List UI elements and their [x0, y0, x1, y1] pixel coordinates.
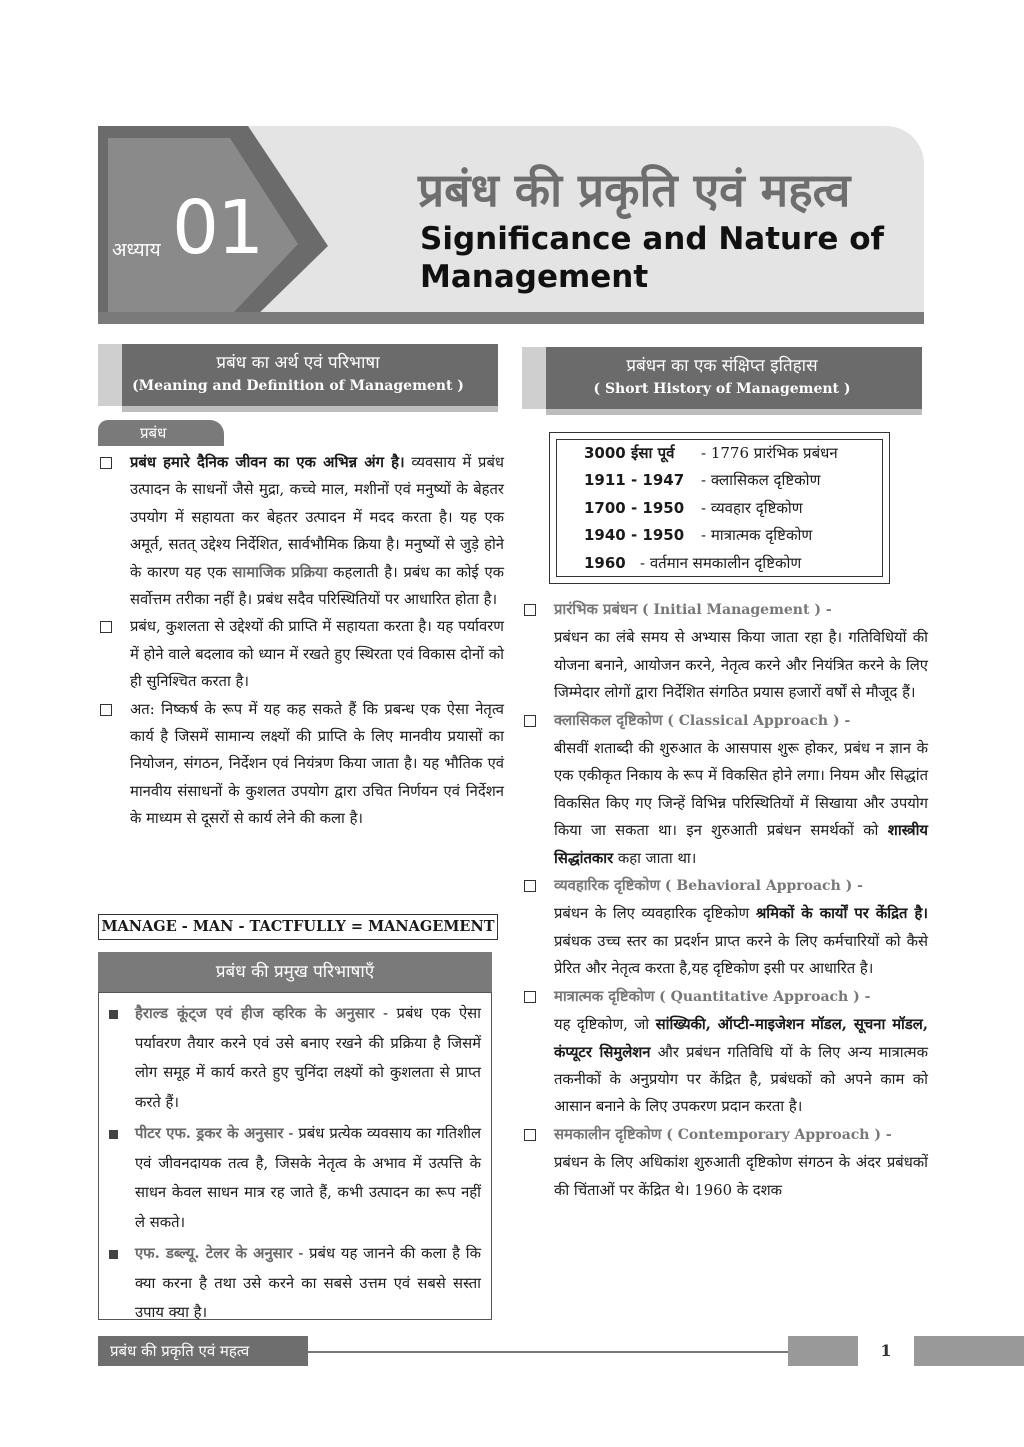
highlight-term: सामाजिक प्रक्रिया	[232, 563, 328, 581]
checkbox-bullet-icon	[524, 604, 536, 616]
approach-text	[554, 1011, 928, 1121]
approach-item	[524, 596, 928, 707]
checkbox-bullet-icon	[100, 621, 112, 633]
approach-title-english: ( Behavioral Approach ) -	[664, 878, 863, 895]
list-item-text-b: कहलाती है। प्रबंध का कोई एक सर्वोत्तम तरीका नहीं है। प्रबंध सदैव परिस्थितियों पर आधारित होता है।	[130, 563, 504, 609]
definition-item	[109, 999, 481, 1117]
history-desc: - 1776 प्रारंभिक प्रबंधन	[701, 444, 838, 462]
approach-bold: शास्त्रीय सिद्धांतकार	[554, 822, 928, 867]
ribbon-title-hindi: प्रबंध का अर्थ एवं परिभाषा	[216, 353, 380, 373]
history-period: 1700 - 1950	[584, 498, 685, 517]
approach-item	[524, 872, 928, 983]
approach-text-b: प्रबंधक उच्च स्तर का प्रदर्शन प्राप्त करने के लिए कर्मचारियों को कैसे प्रेरित और नेतृत्व करता है,यह दृष्टिकोण इसी पर आधारित है।	[554, 932, 928, 978]
footer-band	[788, 1336, 858, 1366]
subsection-tag: प्रबंध	[98, 420, 224, 446]
approach-item	[524, 983, 928, 1121]
chapter-number: 01	[172, 185, 263, 271]
history-period: 3000 ईसा पूर्व	[584, 444, 675, 462]
section-ribbon-history	[522, 347, 922, 409]
list-item	[100, 696, 504, 833]
footer-running-title: प्रबंध की प्रकृति एवं महत्व	[98, 1336, 308, 1366]
definition-text: - प्रबंध यह जानने की कला है कि क्या करना है तथा उसे करने का सबसे उत्तम एवं सबसे सस्ता उपाय क्या है।	[135, 1245, 481, 1321]
definition-item	[109, 1119, 481, 1237]
history-period: 1960	[584, 553, 626, 572]
checkbox-bullet-icon	[524, 1129, 536, 1141]
chapter-word: अध्याय	[112, 239, 161, 261]
approach-heading	[554, 707, 928, 735]
approach-title: प्रारंभिक प्रबंधन	[554, 601, 638, 618]
history-desc: - क्लासिकल दृष्टिकोण	[701, 471, 821, 490]
approach-heading	[554, 1121, 928, 1149]
approach-title-english: ( Classical Approach ) -	[667, 712, 851, 729]
definitions-list	[109, 999, 481, 1330]
definition-author: एफ. डब्ल्यू. टेलर के अनुसार	[135, 1245, 293, 1262]
footer-band-right	[914, 1336, 1024, 1366]
approach-text	[554, 735, 928, 872]
approach-title-english: ( Initial Management ) -	[641, 602, 832, 618]
chapter-title-english	[420, 220, 900, 296]
approach-title-english: ( Quantitative Approach ) -	[659, 988, 871, 1005]
approach-text-b: और प्रबंधन गतिविधि यों के लिए अन्य मात्रात्मक तकनीकों के अनुप्रयोग पर केंद्रित है, प्रबंधकों को अपने काम को आसान बनाने के लिए उपकरण प्रदान करता है।	[554, 1043, 928, 1116]
right-column	[524, 596, 928, 1204]
approach-text	[554, 900, 928, 982]
approach-text-a: यह दृष्टिकोण, जो	[554, 1016, 650, 1034]
chapter-title-english-line2: Management	[420, 259, 649, 295]
list-item-text-a: व्यवसाय में प्रबंध उत्पादन के साधनों जैसे मुद्रा, कच्चे माल, मशीनों एवं मनुष्यों के बेहतर उपयोग में सहायता कर बेहतर उत्पादन में मदद करता है। यह एक अमूर्त, सतत् उद्देश्य निर्देशित, सार्वभौमिक क्रिया है। मनुष्यों से जुड़े होने के कारण यह एक	[130, 454, 504, 581]
checkbox-bullet-icon	[524, 991, 536, 1003]
approach-title-english: ( Contemporary Approach ) -	[666, 1126, 892, 1143]
history-row	[584, 467, 838, 494]
square-bullet-icon	[109, 1010, 118, 1019]
approach-item	[524, 1121, 928, 1204]
definition-author: पीटर एफ. ड्रकर के अनुसार	[135, 1125, 284, 1142]
approach-bold: सांख्यिकी, ऑप्टी-माइजेशन मॉडल, सूचना मॉडल, कंप्यूटर सिमुलेशन	[554, 1016, 928, 1061]
management-equation: MANAGE - MAN - TACTFULLY = MANAGEMENT	[98, 914, 498, 940]
ribbon-shadow	[546, 409, 922, 415]
approach-heading	[554, 596, 928, 624]
chapter-header-underline	[98, 312, 924, 324]
ribbon-shadow	[122, 406, 498, 412]
chapter-title-english-line1: Significance and Nature of	[420, 221, 884, 257]
list-item	[100, 449, 504, 613]
history-row	[584, 495, 838, 522]
page-number: 1	[858, 1334, 914, 1368]
ribbon-curl	[98, 344, 122, 406]
approach-text-a: प्रबंधन के लिए व्यवहारिक दृष्टिकोण	[554, 905, 750, 923]
ribbon-curl	[522, 347, 546, 409]
approach-heading	[554, 872, 928, 900]
footer-rule	[300, 1351, 790, 1353]
approach-text: प्रबंधन के लिए अधिकांश शुरुआती दृष्टिकोण संगठन के अंदर प्रबंधकों की चिंताओं पर केंद्रित थे। 1960 के दशक	[554, 1154, 928, 1199]
history-table	[584, 440, 838, 577]
checkbox-bullet-icon	[100, 704, 112, 716]
approach-heading	[554, 983, 928, 1011]
section-ribbon-meaning	[98, 344, 498, 406]
history-desc: - मात्रात्मक दृष्टिकोण	[701, 526, 813, 545]
history-row	[584, 550, 838, 577]
checkbox-bullet-icon	[100, 457, 112, 469]
ribbon-title-english: (Meaning and Definition of Management )	[132, 378, 464, 394]
approach-text-a: बीसवीं शताब्दी की शुरुआत के आसपास शुरू होकर, प्रबंध न ज्ञान के एक एकीकृत निकाय के रूप में विकसित होने लगा। नियम और सिद्धांत विकसित किए गए जिन्हें विभिन्न परिस्थितियों में सिखाया और उपयोग किया जा सकता था। इन शुरुआती प्रबंधन समर्थकों को	[554, 740, 928, 840]
history-desc: - व्यवहार दृष्टिकोण	[701, 498, 803, 517]
history-period: 1911 - 1947	[584, 471, 685, 490]
approach-title: मात्रात्मक दृष्टिकोण	[554, 987, 655, 1005]
approach-title: क्लासिकल दृष्टिकोण	[554, 711, 663, 729]
square-bullet-icon	[109, 1130, 118, 1139]
history-row	[584, 522, 838, 549]
list-item-text	[130, 449, 504, 613]
history-row	[584, 440, 838, 467]
definition-text: - प्रबंध एक ऐसा पर्यावरण तैयार करने एवं उसे बनाए रखने की प्रक्रिया है जिसमें लोग समूह में कार्य करते हुए चुनिंदा लक्ष्यों को कुशलता से प्राप्त करते हैं।	[135, 1005, 481, 1111]
checkbox-bullet-icon	[524, 880, 536, 892]
left-column	[100, 449, 504, 833]
definition-text: - प्रबंध प्रत्येक व्यवसाय का गतिशील एवं जीवनदायक तत्व है, जिसके नेतृत्व के अभाव में उत्पत्ति के साधन केवल साधन मात्र रह जाते हैं, कभी उत्पादन का रूप नहीं ले सकते।	[135, 1125, 481, 1231]
chapter-title-hindi: प्रबंध की प्रकृति एवं महत्व	[418, 163, 851, 217]
list-item-bold: प्रबंध हमारे दैनिक जीवन का एक अभिन्न अंग है।	[130, 454, 405, 471]
approach-text-b: कहा जाता था।	[617, 849, 697, 867]
history-period: 1940 - 1950	[584, 526, 685, 545]
approach-title: समकालीन दृष्टिकोण	[554, 1125, 662, 1143]
definitions-title: प्रबंध की प्रमुख परिभाषाएँ	[98, 952, 492, 992]
approach-text: प्रबंधन का लंबे समय से अभ्यास किया जाता रहा है। गतिविधियों की योजना बनाने, आयोजन करने, नेतृत्व करने और नियंत्रित करने के लिए जिम्मेदार लोगों द्वारा निर्देशित संगठित प्रयास हजारों वर्षों से मौजूद हैं।	[554, 629, 928, 702]
ribbon-title-english: ( Short History of Management )	[593, 381, 851, 397]
approach-item	[524, 707, 928, 872]
approach-title: व्यवहारिक दृष्टिकोण	[554, 877, 661, 895]
definition-author: हैराल्ड कूंट्ज एवं हीज व्हरिक के अनुसार	[135, 1005, 375, 1022]
checkbox-bullet-icon	[524, 715, 536, 727]
approach-bold: श्रमिकों के कार्यों पर केंद्रित है।	[755, 905, 928, 923]
square-bullet-icon	[109, 1250, 118, 1259]
ribbon-title-hindi: प्रबंधन का एक संक्षिप्त इतिहास	[626, 356, 818, 376]
definitions-box	[98, 992, 492, 1320]
list-item-text: प्रबंध, कुशलता से उद्देश्यों की प्राप्ति में सहायता करता है। यह पर्यावरण में होने वाले बदलाव को ध्यान में रखते हुए स्थिरता एवं विकास दोनों को ही सुनिश्चित करता है।	[130, 618, 504, 691]
definition-item	[109, 1239, 481, 1328]
history-desc: - वर्तमान समकालीन दृष्टिकोण	[640, 553, 802, 572]
list-item-text: अत: निष्कर्ष के रूप में यह कह सकते हैं कि प्रबन्ध एक ऐसा नेतृत्व कार्य है जिसमें सामान्य लक्ष्यों की प्राप्ति के लिए मानवीय प्रयासों का नियोजन, संगठन, निर्देशन एवं नियंत्रण किया जाता है। यह भौतिक एवं मानवीय संसाधनों के कुशलत उपयोग द्वारा उचित निर्णयन एवं निर्देशन के माध्यम से दूसरों से कार्य लेने की कला है।	[130, 700, 504, 828]
list-item	[100, 613, 504, 695]
